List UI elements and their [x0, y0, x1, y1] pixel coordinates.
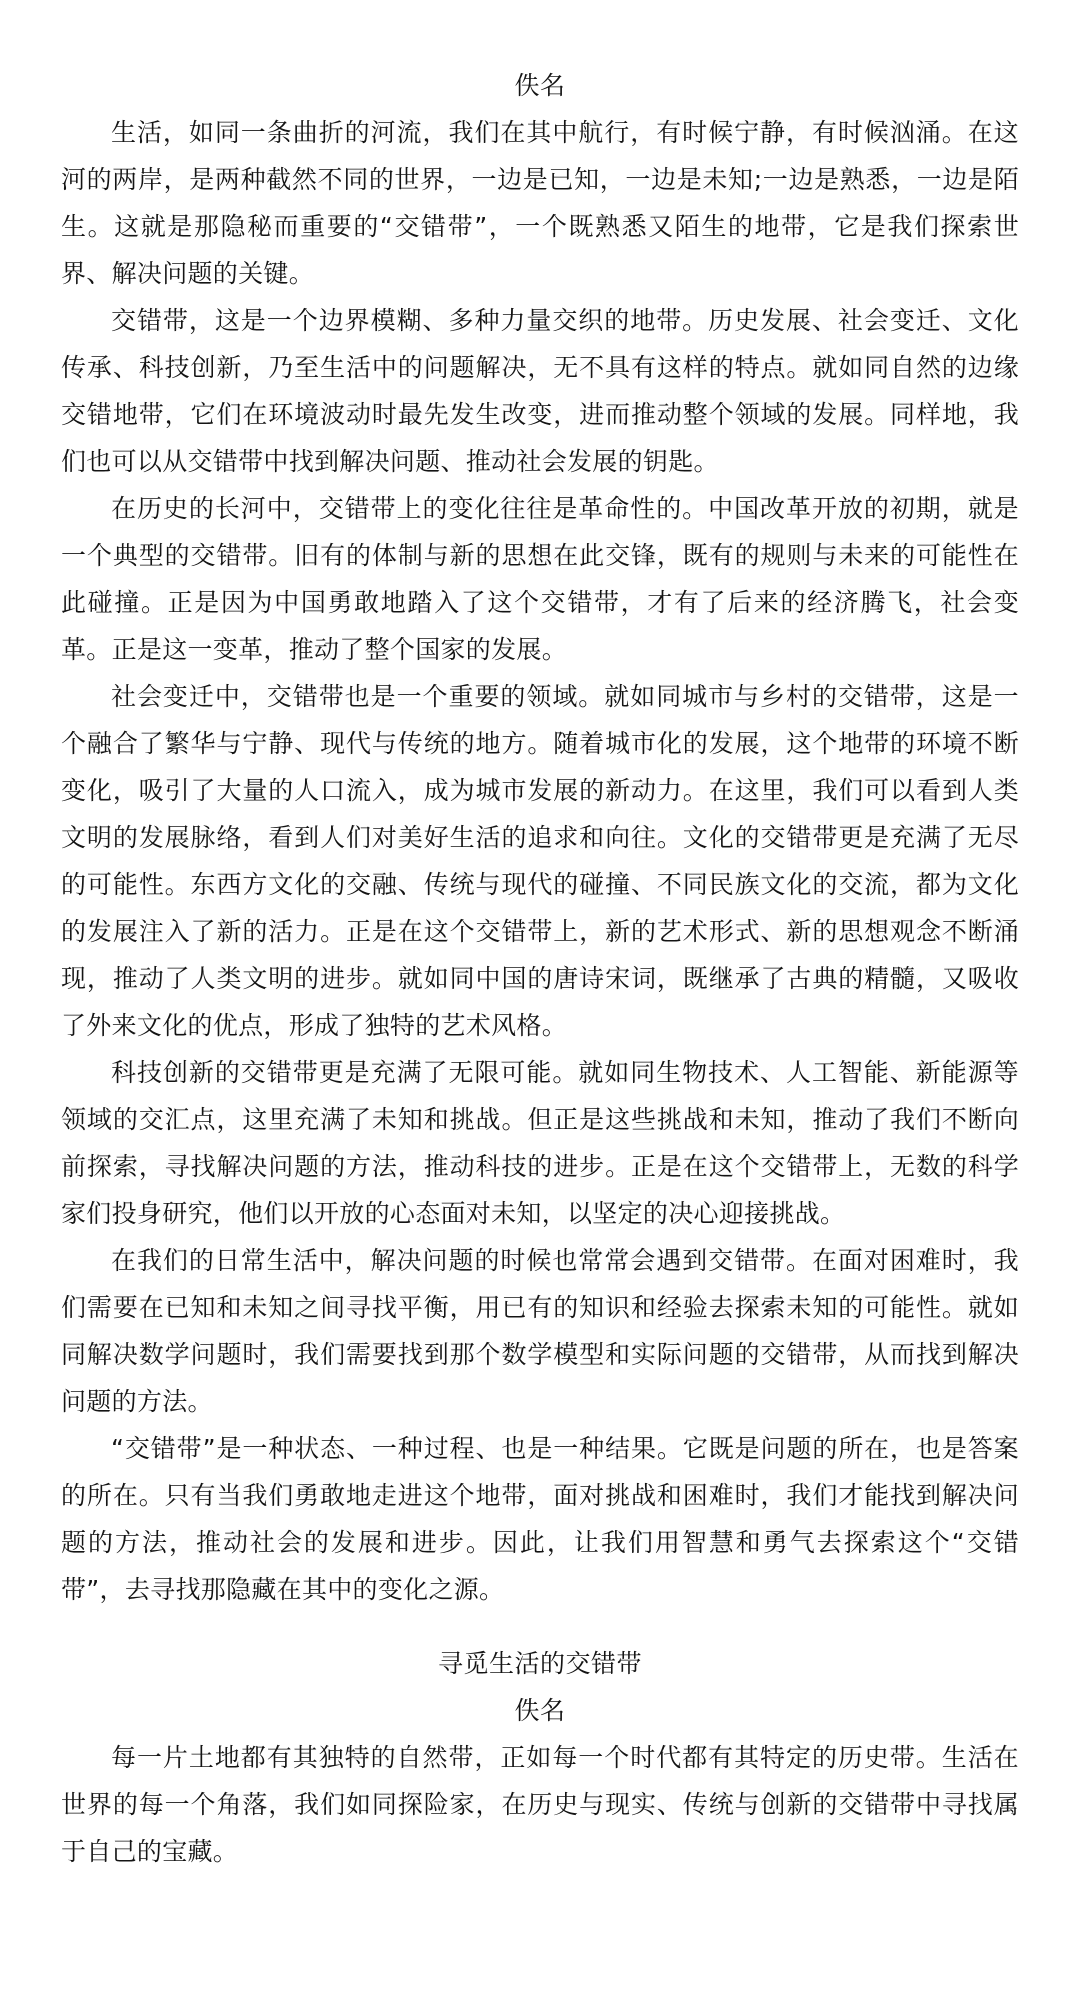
paragraph: 科技创新的交错带更是充满了无限可能。就如同生物技术、人工智能、新能源等领域的交汇点，这里充满了未知和挑战。但正是这些挑战和未知，推动了我们不断向前探索，寻找解决问题的方法，推动科技的进步。正是在这个交错带上，无数的科学家们投身研究，他们以开放的心态面对未知，以坚定的决心迎接挑战。: [61, 1058, 1019, 1228]
article-2-title: 寻觅生活的交错带: [437, 1649, 642, 1678]
article-1-author: 佚名: [514, 71, 566, 100]
article-2-author: 佚名: [514, 1696, 566, 1725]
article-1: [0, 62, 1080, 1613]
paragraph: 在历史的长河中，交错带上的变化往往是革命性的。中国改革开放的初期，就是一个典型的交错带。旧有的体制与新的思想在此交锋，既有的规则与未来的可能性在此碰撞。正是因为中国勇敢地踏入了这个交错带，才有了后来的经济腾飞，社会变革。正是这一变革，推动了整个国家的发展。: [61, 494, 1019, 664]
paragraph: “交错带”是一种状态、一种过程、也是一种结果。它既是问题的所在，也是答案的所在。只有当我们勇敢地走进这个地带，面对挑战和困难时，我们才能找到解决问题的方法，推动社会的发展和进步。因此，让我们用智慧和勇气去探索这个“交错带”，去寻找那隐藏在其中的变化之源。: [61, 1434, 1019, 1604]
article-2-body: [61, 1734, 1019, 1875]
paragraph: 每一片土地都有其独特的自然带，正如每一个时代都有其特定的历史带。生活在世界的每一个角落，我们如同探险家，在历史与现实、传统与创新的交错带中寻找属于自己的宝藏。: [61, 1743, 1019, 1866]
paragraph: 社会变迁中，交错带也是一个重要的领域。就如同城市与乡村的交错带，这是一个融合了繁华与宁静、现代与传统的地方。随着城市化的发展，这个地带的环境不断变化，吸引了大量的人口流入，成为城市发展的新动力。在这里，我们可以看到人类文明的发展脉络，看到人们对美好生活的追求和向往。文化的交错带更是充满了无尽的可能性。东西方文化的交融、传统与现代的碰撞、不同民族文化的交流，都为文化的发展注入了新的活力。正是在这个交错带上，新的艺术形式、新的思想观念不断涌现，推动了人类文明的进步。就如同中国的唐诗宋词，既继承了古典的精髓，又吸收了外来文化的优点，形成了独特的艺术风格。: [61, 682, 1019, 1040]
paragraph: 交错带，这是一个边界模糊、多种力量交织的地带。历史发展、社会变迁、文化传承、科技创新，乃至生活中的问题解决，无不具有这样的特点。就如同自然的边缘交错地带，它们在环境波动时最先发生改变，进而推动整个领域的发展。同样地，我们也可以从交错带中找到解决问题、推动社会发展的钥匙。: [61, 306, 1019, 476]
paragraph: 生活，如同一条曲折的河流，我们在其中航行，有时候宁静，有时候汹涌。在这河的两岸，是两种截然不同的世界，一边是已知，一边是未知;一边是熟悉，一边是陌生。这就是那隐秘而重要的“交错带”，一个既熟悉又陌生的地带，它是我们探索世界、解决问题的关键。: [61, 118, 1019, 288]
article-2: [0, 1640, 1080, 1875]
paragraph: 在我们的日常生活中，解决问题的时候也常常会遇到交错带。在面对困难时，我们需要在已知和未知之间寻找平衡，用已有的知识和经验去探索未知的可能性。就如同解决数学问题时，我们需要找到那个数学模型和实际问题的交错带，从而找到解决问题的方法。: [61, 1246, 1019, 1416]
article-1-body: [61, 109, 1019, 1613]
